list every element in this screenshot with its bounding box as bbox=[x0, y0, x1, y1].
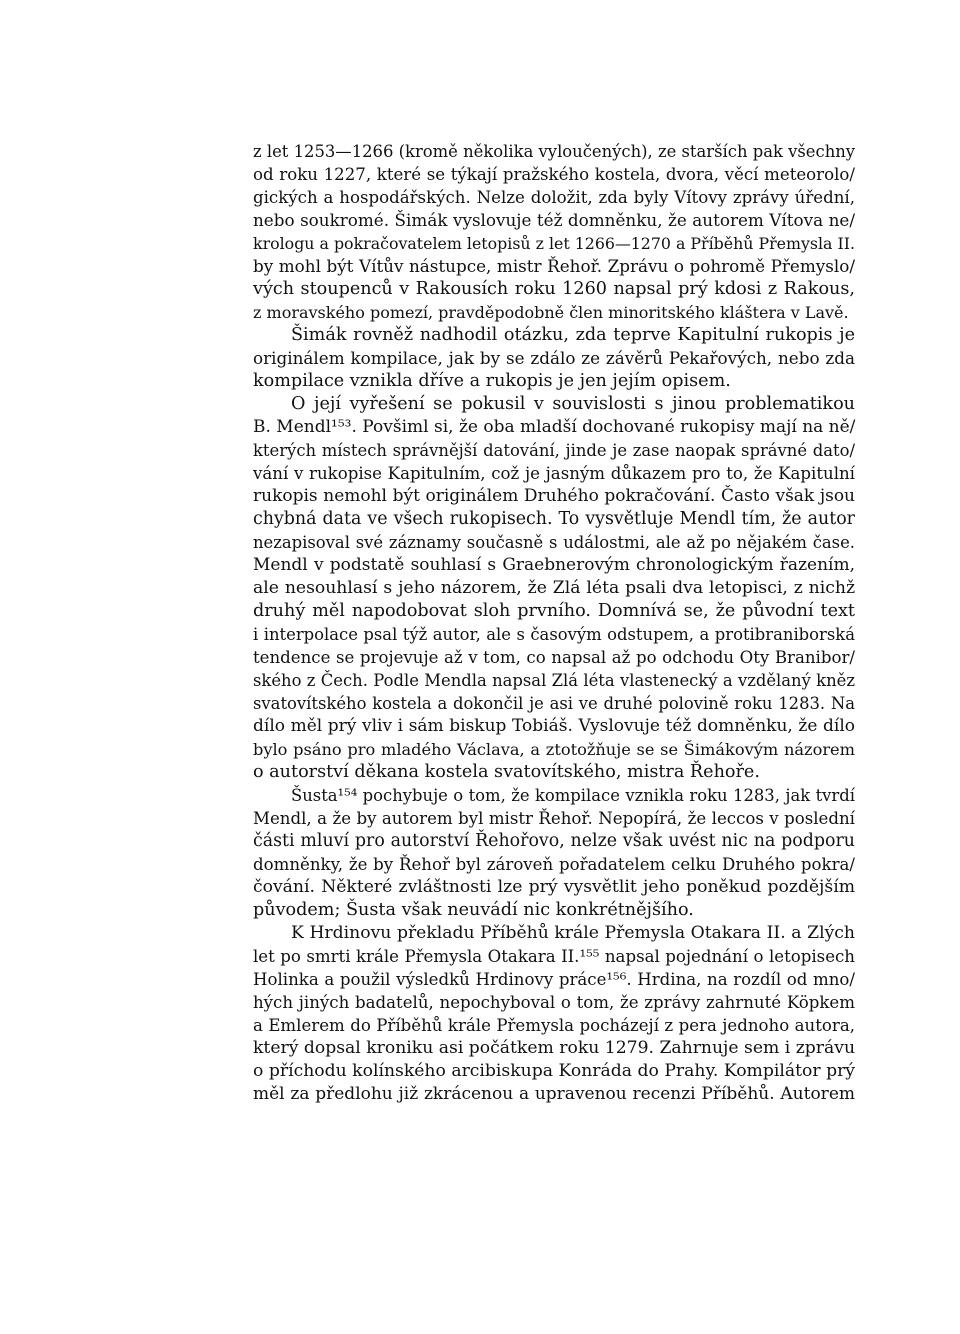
text-line: a Emlerem do Příběhů krále Přemysla pocházejí z pera jednoho autora, bbox=[253, 1016, 855, 1035]
text-line: z moravského pomezí, pravděpodobně člen minoritského kláštera v Lavě. bbox=[253, 303, 849, 322]
text-line: Mendl, a že by autorem byl mistr Řehoř. Nepopírá, že leccos v poslední bbox=[253, 809, 855, 828]
text-line: nezapisoval své záznamy současně s událostmi, ale až po nějakém čase. bbox=[253, 533, 855, 552]
document-page bbox=[253, 140, 855, 1260]
text-line: domněnky, že by Řehoř byl zároveň pořadatelem celku Druhého pokra/ bbox=[253, 855, 855, 874]
text-line: kompilace vznikla dříve a rukopis je jen jejím opisem. bbox=[253, 371, 731, 391]
text-line: rukopis nemohl být originálem Druhého pokračování. Často však jsou bbox=[253, 486, 855, 506]
text-line: kterých místech správnější datování, jinde je zase naopak správné dato/ bbox=[253, 441, 855, 460]
text-line: chybná data ve všech rukopisech. To vysvětluje Mendl tím, že autor bbox=[253, 509, 855, 529]
text-line: Holinka a použil výsledků Hrdinovy práce¹⁵⁶. Hrdina, na rozdíl od mno/ bbox=[253, 970, 855, 989]
text-line: bylo psáno pro mladého Václava, a ztotožňuje se se Šimákovým názorem bbox=[253, 740, 855, 759]
text-line: gických a hospodářských. Nelze doložit, zda byly Vítovy zprávy úřední, bbox=[253, 188, 855, 207]
text-line: Šusta¹⁵⁴ pochybuje o tom, že kompilace vznikla roku 1283, jak tvrdí bbox=[291, 786, 855, 805]
text-line: krologu a pokračovatelem letopisů z let 1266—1270 a Příběhů Přemysla II. bbox=[253, 234, 856, 253]
text-line: původem; Šusta však neuvádí nic konkrétnějšího. bbox=[253, 900, 694, 920]
text-line: ale nesouhlasí s jeho názorem, že Zlá léta psali dva letopisci, z nichž bbox=[253, 578, 855, 598]
text-line: vých stoupenců v Rakousích roku 1260 napsal prý kdosi z Rakous, bbox=[253, 279, 855, 299]
text-line: Mendl v podstatě souhlasí s Graebnerovým chronologickým řazením, bbox=[253, 555, 855, 575]
text-line: tendence se projevuje až v tom, co napsal až po odchodu Oty Branibor/ bbox=[253, 648, 855, 667]
text-line: druhý měl napodobovat sloh prvního. Domnívá se, že původní text bbox=[253, 601, 855, 621]
text-line: z let 1253—1266 (kromě několika vyloučených), ze starších pak všechny bbox=[253, 142, 856, 161]
text-line: o příchodu kolínského arcibiskupa Konráda do Prahy. Kompilátor prý bbox=[253, 1061, 855, 1081]
text-line: by mohl být Vítův nástupce, mistr Řehoř. Zprávu o pohromě Přemyslo/ bbox=[253, 256, 855, 276]
text-line: let po smrti krále Přemysla Otakara II.¹⁵⁵ napsal pojednání o letopisech bbox=[253, 947, 855, 966]
text-line: B. Mendl¹⁵³. Povšiml si, že oba mladší dochované rukopisy mají na ně/ bbox=[253, 417, 856, 437]
text-line: části mluví pro autorství Řehořovo, nelze však uvést nic na podporu bbox=[253, 831, 855, 851]
text-line: vání v rukopise Kapitulním, což je jasným důkazem pro to, že Kapitulní bbox=[253, 464, 855, 483]
text-line: dílo měl prý vliv i sám biskup Tobiáš. Vyslovuje též domněnku, že dílo bbox=[253, 716, 855, 736]
text-line: který dopsal kroniku asi počátkem roku 1279. Zahrnuje sem i zprávu bbox=[253, 1038, 856, 1058]
text-line: od roku 1227, které se týkají pražského kostela, dvora, věcí meteorolo/ bbox=[253, 165, 855, 184]
text-line: O její vyřešení se pokusil v souvislosti s jinou problematikou bbox=[291, 394, 855, 414]
text-line: K Hrdinovu překladu Příběhů krále Přemysla Otakara II. a Zlých bbox=[291, 923, 855, 943]
text-line: o autorství děkana kostela svatovítského, mistra Řehoře. bbox=[253, 762, 760, 782]
text-line: originálem kompilace, jak by se zdálo ze závěrů Pekařových, nebo zda bbox=[253, 348, 855, 368]
text-line: hých jiných badatelů, nepochyboval o tom, že zprávy zahrnuté Köpkem bbox=[253, 993, 855, 1012]
text-line: Šimák rovněž nadhodil otázku, zda teprve Kapitulní rukopis je bbox=[291, 325, 855, 345]
text-line: ského z Čech. Podle Mendla napsal Zlá léta vlastenecký a vzdělaný kněz bbox=[253, 671, 855, 690]
text-line: čování. Některé zvláštnosti lze prý vysvětlit jeho poněkud pozdějším bbox=[253, 877, 855, 897]
text-line: nebo soukromé. Šimák vyslovuje též domněnku, že autorem Vítova ne/ bbox=[253, 210, 855, 230]
text-line: měl za předlohu již zkrácenou a upravenou recenzi Příběhů. Autorem bbox=[253, 1084, 855, 1104]
text-line: svatovítského kostela a dokončil je asi ve druhé polovině roku 1283. Na bbox=[253, 694, 855, 713]
text-line: i interpolace psal týž autor, ale s časovým odstupem, a protibraniborská bbox=[253, 625, 855, 644]
